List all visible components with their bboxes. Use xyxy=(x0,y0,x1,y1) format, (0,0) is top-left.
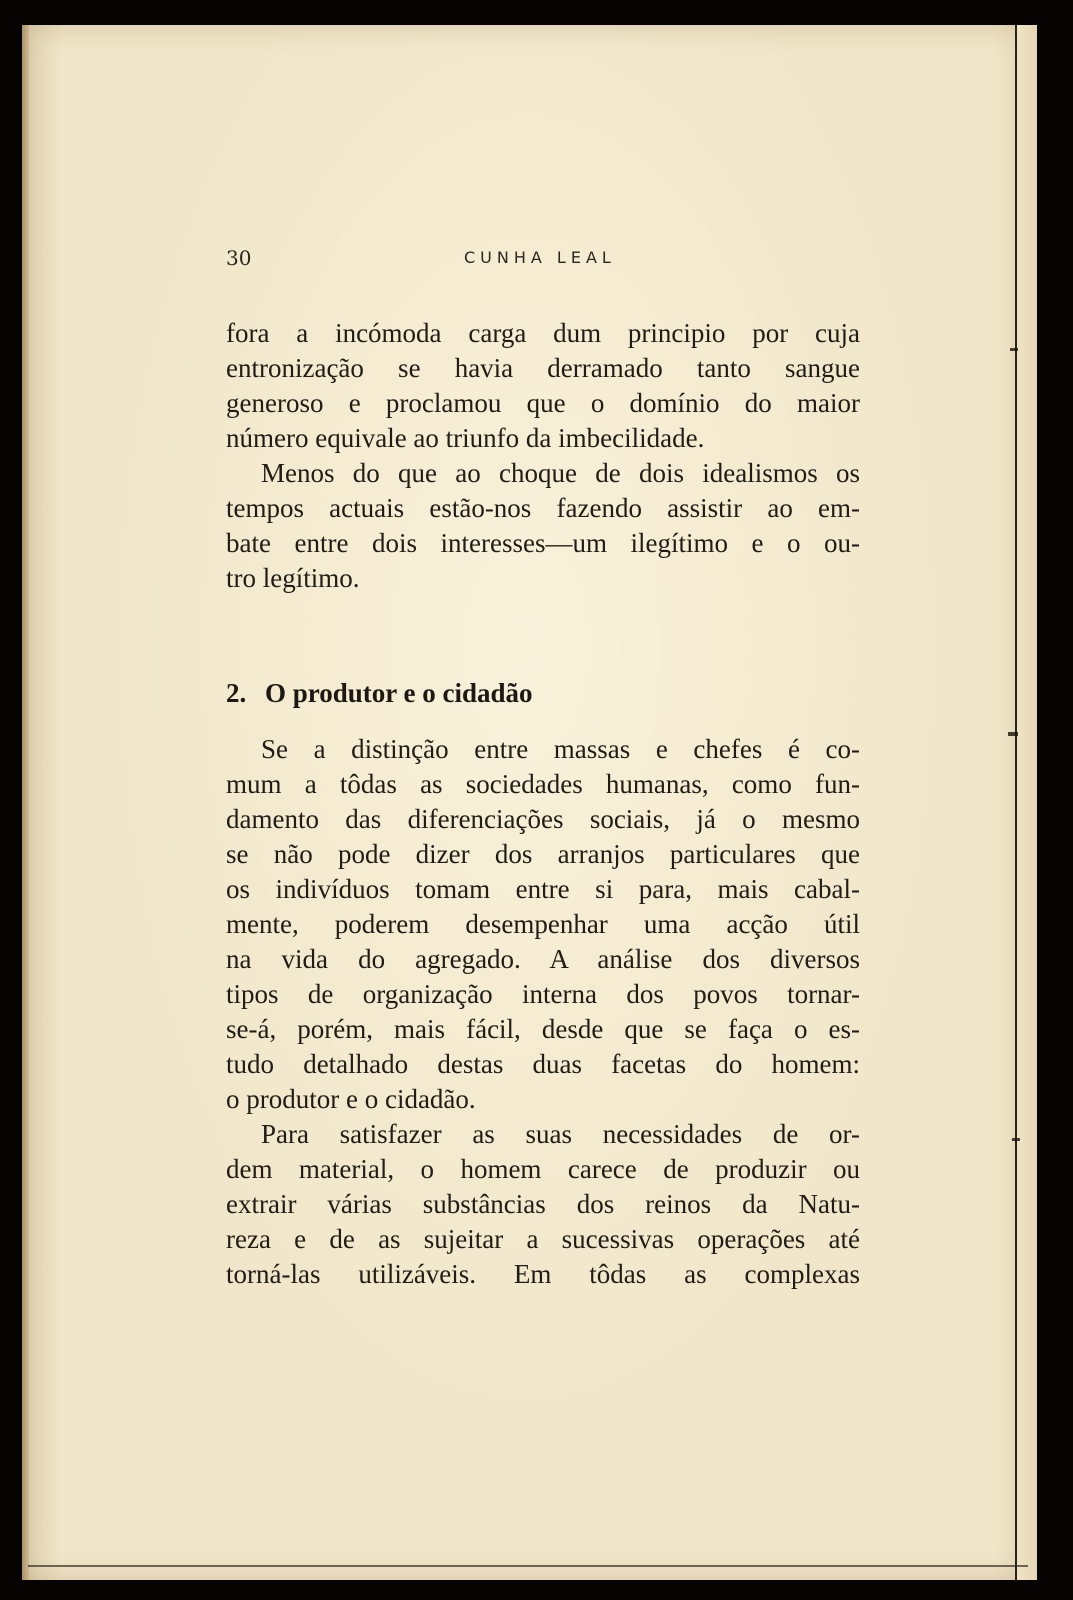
text-line: número equivale ao triunfo da imbecilidade. xyxy=(226,423,705,453)
text-line: damento das diferenciações sociais, já o mesmo xyxy=(226,804,860,834)
text-line: fora a incómoda carga dum principio por cuja xyxy=(226,318,860,348)
text-line: tipos de organização interna dos povos tornar- xyxy=(226,979,860,1009)
text-line: se-á, porém, mais fácil, desde que se faça o es- xyxy=(226,1014,860,1044)
text-line: mum a tôdas as sociedades humanas, como fun- xyxy=(226,769,860,799)
text-line: Para satisfazer as suas necessidades de or- xyxy=(261,1119,860,1149)
page-number: 30 xyxy=(226,246,252,270)
text-line: tempos actuais estão-nos fazendo assistir ao em- xyxy=(226,493,860,523)
text-line: generoso e proclamou que o domínio do maior xyxy=(226,388,860,418)
margin-mark xyxy=(1008,732,1018,736)
text-line: torná-las utilizáveis. Em tôdas as complexas xyxy=(226,1259,860,1289)
text-line: o produtor e o cidadão. xyxy=(226,1084,476,1114)
text-line: Menos do que ao choque de dois idealismos os xyxy=(261,458,860,488)
text-line: tudo detalhado destas duas facetas do homem: xyxy=(226,1049,860,1079)
text-line: os indivíduos tomam entre si para, mais cabal- xyxy=(226,874,860,904)
text-line: na vida do agregado. A análise dos diversos xyxy=(226,944,860,974)
book-title: CUNHA LEAL xyxy=(464,248,616,267)
paragraph-section-body xyxy=(226,732,860,1292)
page-left-edge xyxy=(22,25,29,1580)
section-heading xyxy=(226,676,860,711)
next-page-edge xyxy=(1015,25,1037,1580)
margin-mark xyxy=(1010,348,1018,351)
section-number: 2. xyxy=(226,678,247,708)
text-line: entronização se havia derramado tanto sangue xyxy=(226,353,860,383)
paragraph-continued xyxy=(226,316,860,596)
text-line: mente, poderem desempenhar uma acção útil xyxy=(226,909,860,939)
text-line: Se a distinção entre massas e chefes é co- xyxy=(261,734,860,764)
running-head xyxy=(226,246,860,276)
text-line: extrair várias substâncias dos reinos da Natu- xyxy=(226,1189,860,1219)
page-bottom-edge xyxy=(28,1565,1028,1567)
text-line: tro legítimo. xyxy=(226,563,360,593)
text-line: dem material, o homem carece de produzir ou xyxy=(226,1154,860,1184)
text-line: bate entre dois interesses—um ilegítimo e o ou- xyxy=(226,528,860,558)
text-line: reza e de as sujeitar a sucessivas operações até xyxy=(226,1224,860,1254)
margin-mark xyxy=(1012,1138,1020,1141)
section-title: O produtor e o cidadão xyxy=(265,678,533,708)
text-line: se não pode dizer dos arranjos particulares que xyxy=(226,839,860,869)
